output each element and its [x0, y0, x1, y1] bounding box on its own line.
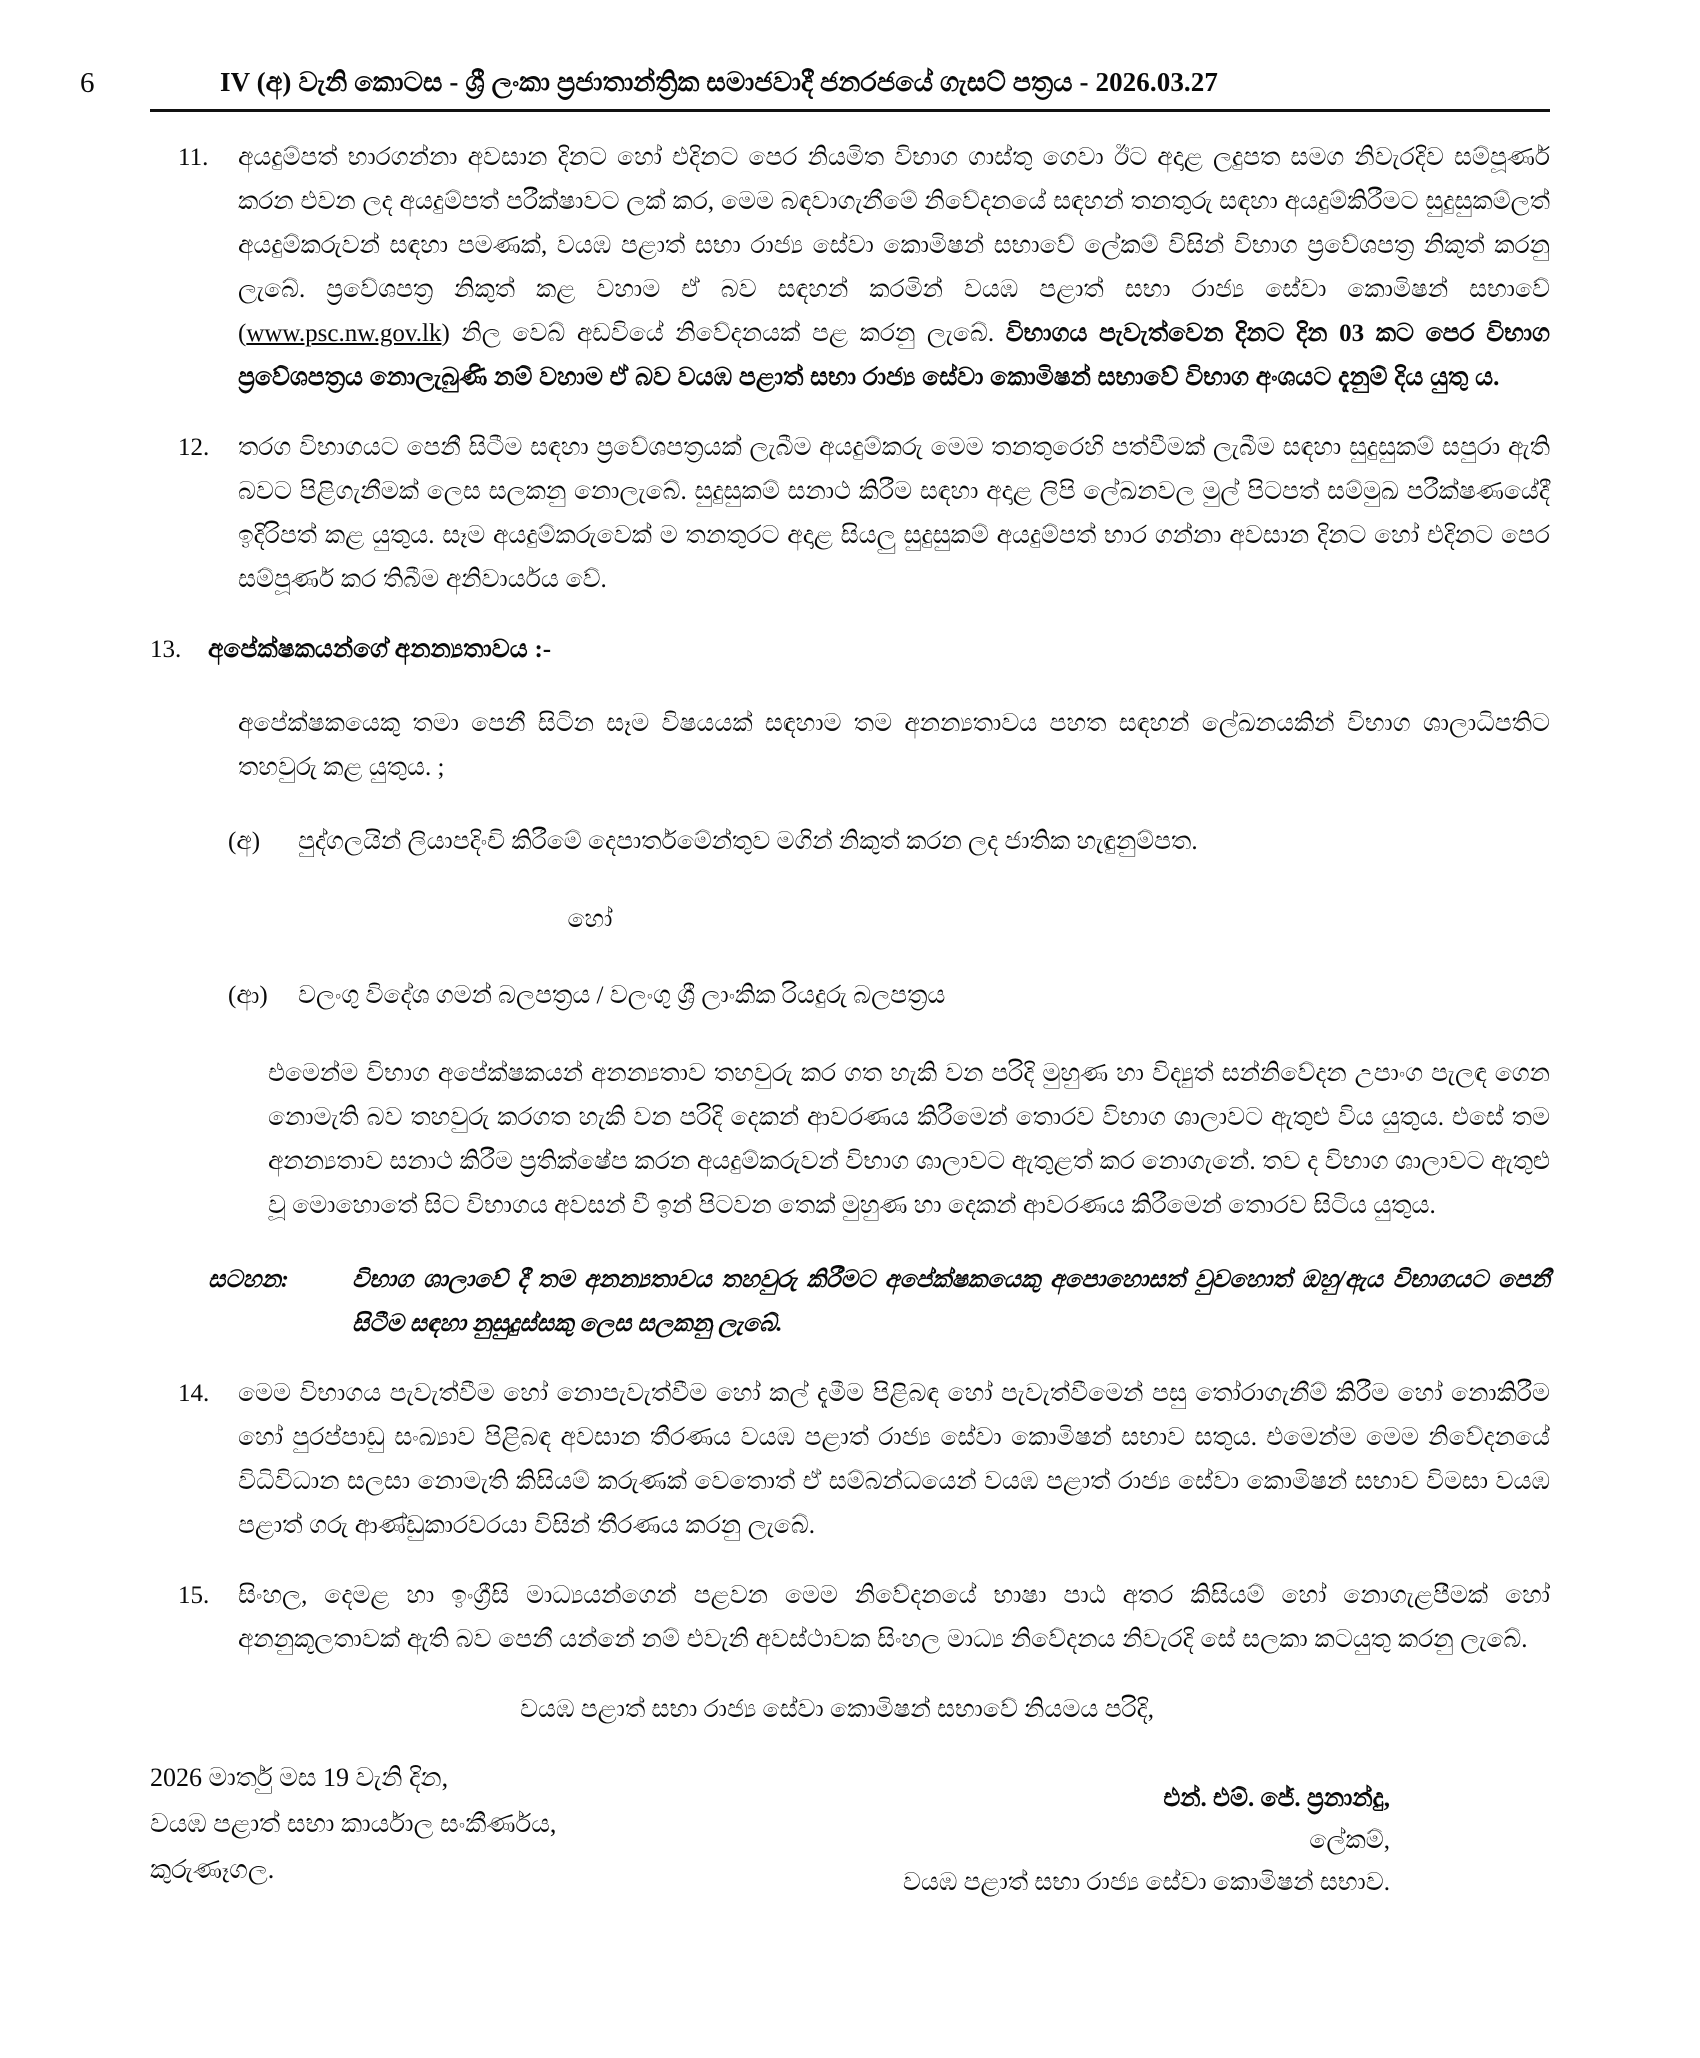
- clause-13-note-label: සටහන:: [208, 1267, 289, 1293]
- clause-13-or-separator: හෝ: [567, 906, 613, 933]
- page-header: [0, 62, 1700, 108]
- clause-13-closing-paragraph: එමෙන්ම විභාග අපේක්ෂකයන් අනන්‍යතාව තහවුරු කර ගත හැකි වන පරිදි මුහුණ හා විද්‍යුත් සන්නිවේදන උපාංග පැලඳ ගෙන නොමැති බව තහවුරු කරගත හැකි වන පරිදි දෙකන් ආවරණය කිරීමෙන් තොරව විභාග ශාලාවට ඇතුළු විය යුතුය. එසේ තම අනන්‍යතාව සනාථ කිරීම ප්‍රතික්ෂේප කරන අයදුම්කරුවන් විභාග ශාලාවට ඇතුළත් කර නොගැනේ. තව ද විභාග ශාලාවට ඇතුළු වූ මොහොතේ සිට විභාගය අවසන් වී ඉන් පිටවන තෙක් මුහුණ හා දෙකන් ආවරණය කිරීමෙන් තොරව සිටිය යුතුය.: [268, 1060, 1550, 1219]
- clause-15-number: 15.: [178, 1582, 210, 1609]
- header-divider: [150, 109, 1550, 112]
- clause-13-sub-b-label: (ආ): [228, 982, 268, 1009]
- clause-13-sub-a: [150, 820, 1550, 864]
- clause-13-number: 13.: [150, 636, 182, 663]
- clause-14-number: 14.: [178, 1380, 210, 1407]
- clause-13: [150, 628, 1550, 672]
- clause-14-text: මෙම විභාගය පැවැත්වීම හෝ නොපැවැත්වීම හෝ කල් දැමීම පිළිබඳ හෝ පැවැත්වීමෙන් පසු තෝරාගැනීම් කිරීම හෝ නොකිරීම හෝ පුරප්පාඩු සංඛ්‍යාව පිළිබඳ අවසාන තීරණය වයඹ පළාත් රාජ්‍ය සේවා කොමිෂන් සභාව සතුය. එමෙන්ම මෙම නිවේදනයේ විධිවිධාන සලසා නොමැති කිසියම් කරුණක් වෙතොත් ඒ සම්බන්ධයෙන් වයඹ පළාත් රාජ්‍ය සේවා කොමිෂන් සභාව විමසා වයඹ පළාත් ගරු ආණ්ඩුකාරවරයා විසින් තීරණය කරනු ලැබේ.: [238, 1380, 1550, 1539]
- issuing-office-block: [150, 1755, 1050, 1893]
- clause-15-text: සිංහල, දෙමළ හා ඉංග්‍රීසි මාධ්‍යයන්ගෙන් පළවන මෙම නිවේදනයේ භාෂා පාඨ අතර කිසියම් හෝ නොගැළපීමක් හෝ අනනුකූලතාවක් ඇති බව පෙනී යන්නේ නම් එවැනි අවස්ථාවක සිංහල මාධ්‍ය නිවේදනය නිවැරදි සේ සලකා කටයුතු කරනු ලැබේ.: [238, 1582, 1550, 1653]
- clause-11-number: 11.: [178, 144, 209, 171]
- document-body: [150, 136, 1550, 1904]
- clause-13-sub-a-label: (අ): [228, 828, 261, 855]
- psc-website-link[interactable]: www.psc.nw.gov.lk: [246, 320, 442, 347]
- clause-11: [150, 136, 1550, 400]
- issue-date: 2026 මාර්තු මස 19 වැනි දින,: [150, 1763, 449, 1792]
- clause-11-text: [238, 136, 1550, 400]
- clause-13-sub-a-text: පුද්ගලයින් ලියාපදිංචි කිරීමේ දෙපාර්තමේන්තුව මගින් නිකුත් කරන ලද ජාතික හැඳුනුම්පත.: [298, 828, 1198, 855]
- clause-11-text-emphasis: විභාගය පැවැත්වෙන දිනට දින 03 කට පෙර විභාග ප්‍රවේශපත්‍රය නොලැබුණි නම් වහාම ඒ බව වයඹ පළාත් සභා රාජ්‍ය සේවා කොමිෂන් සභාවේ විභාග අංශයට දැනුම් දිය යුතු ය.: [238, 320, 1551, 391]
- gazette-header-title: IV (අ) වැනි කොටස - ශ්‍රී ලංකා ප්‍රජාතාන්ත්‍රික සමාජවාදී ජනරජයේ ගැසට් පත්‍රය - 2026.03.27: [220, 67, 1218, 97]
- signatory-organisation: වයඹ පළාත් සභා රාජ්‍ය සේවා කොමිෂන් සභාව.: [902, 1869, 1390, 1896]
- header-inner: [80, 62, 1620, 108]
- clause-11-text-part2: ) නිල වෙබ් අඩවියේ නිවේදනයක් පළ කරනු ලැබේ.: [441, 320, 1006, 347]
- issuing-office-address-line-1: වයඹ පළාත් සභා කාර්යාල සංකීර්ණය,: [150, 1809, 557, 1838]
- clause-13-note-text: විභාග ශාලාවේ දී තම අනන්‍යතාවය තහවුරු කිරීමට අපේක්ෂකයෙකු අපොහොසත් වුවහොත් ඔහු/ඇය විභාගයට පෙනී සිටීම සඳහා නුසුදුස්සකු ලෙස සලකනු ලැබේ.: [352, 1267, 1550, 1337]
- clause-12-number: 12.: [178, 434, 210, 461]
- clause-15: [150, 1574, 1550, 1662]
- clause-13-heading: අපේක්ෂකයන්ගේ අනන්‍යතාවය :-: [208, 636, 552, 663]
- clause-13-note: [150, 1258, 1550, 1346]
- clause-12-text: තරග විභාගයට පෙනී සිටීම සඳහා ප්‍රවේශපත්‍රයක් ලැබීම අයදුම්කරු මෙම තනතුරෙහි පත්වීමක් ලැබීම සඳහා සුදුසුකම් සපුරා ඇති බවට පිළිගැනීමක් ලෙස සලකනු නොලැබේ. සුදුසුකම් සනාථ කිරීම සඳහා අදාළ ලිපි ලේඛනවල මුල් පිටපත් සම්මුඛ පරීක්ෂණයේදී ඉදිරිපත් කළ යුතුය. සෑම අයදුම්කරුවෙක් ම තනතුරට අදාළ සියලු සුදුසුකම් අයදුම්පත් භාර ගන්නා අවසාන දිනට හෝ එදිනට පෙර සම්පූර්ණ කර තිබීම අනිවාර්යය වේ.: [238, 434, 1550, 593]
- issuing-office-address-line-2: කුරුණෑගල.: [150, 1855, 275, 1884]
- clause-13-sub-b: [150, 974, 1550, 1018]
- clause-12: [150, 426, 1550, 602]
- clause-13-intro: අපේක්ෂකයෙකු තමා පෙනී සිටින සෑම විෂයයක් සඳහාම තම අනන්‍යතාවය පහත සඳහන් ලේඛනයකින් විභාග ශාලාධිපතිට තහවුරු කළ යුතුය. ;: [238, 710, 1550, 781]
- signatory-title: ලේකම්,: [1309, 1827, 1390, 1854]
- page-number: 6: [80, 67, 95, 99]
- clause-14: [150, 1372, 1550, 1548]
- clause-13-sub-b-text: වලංගු විදේශ ගමන් බලපත්‍රය / වලංගු ශ්‍රී ලාංකික රියදුරු බලපත්‍රය: [298, 982, 946, 1009]
- by-order-statement: වයඹ පළාත් සභා රාජ්‍ය සේවා කොමිෂන් සභාවේ නියමය පරිදි,: [520, 1696, 1154, 1723]
- signatory-name: එන්. එම්. ජේ. ප්‍රනාන්දු,: [1163, 1785, 1390, 1812]
- clause-11-text-part1: අයදුම්පත් භාරගන්නා අවසාන දිනට හෝ එදිනට පෙර නියමිත විභාග ගාස්තු ගෙවා ඊට අදාළ ලදුපත සමග නිවැරදිව සම්පූර්ණ කරන එවන ලද අයදුම්පත් පරීක්ෂාවට ලක් කර, මෙම බඳවාගැනීමේ නිවේදනයේ සඳහන් තනතුරු සඳහා අයදුම්කිරීමට සුදුසුකම්ලත් අයදුම්කරුවන් සඳහා පමණක්, වයඹ පළාත් සභා රාජ්‍ය සේවා කොමිෂන් සභාවේ ලේකම් විසින් විභාග ප්‍රවේශපත්‍ර නිකුත් කරනු ලැබේ. ප්‍රවේශපත්‍ර නිකුත් කළ වහාම ඒ බව සඳහන් කරමින් වයඹ පළාත් සභා රාජ්‍ය සේවා කොමිෂන් සභාවේ (: [238, 144, 1550, 347]
